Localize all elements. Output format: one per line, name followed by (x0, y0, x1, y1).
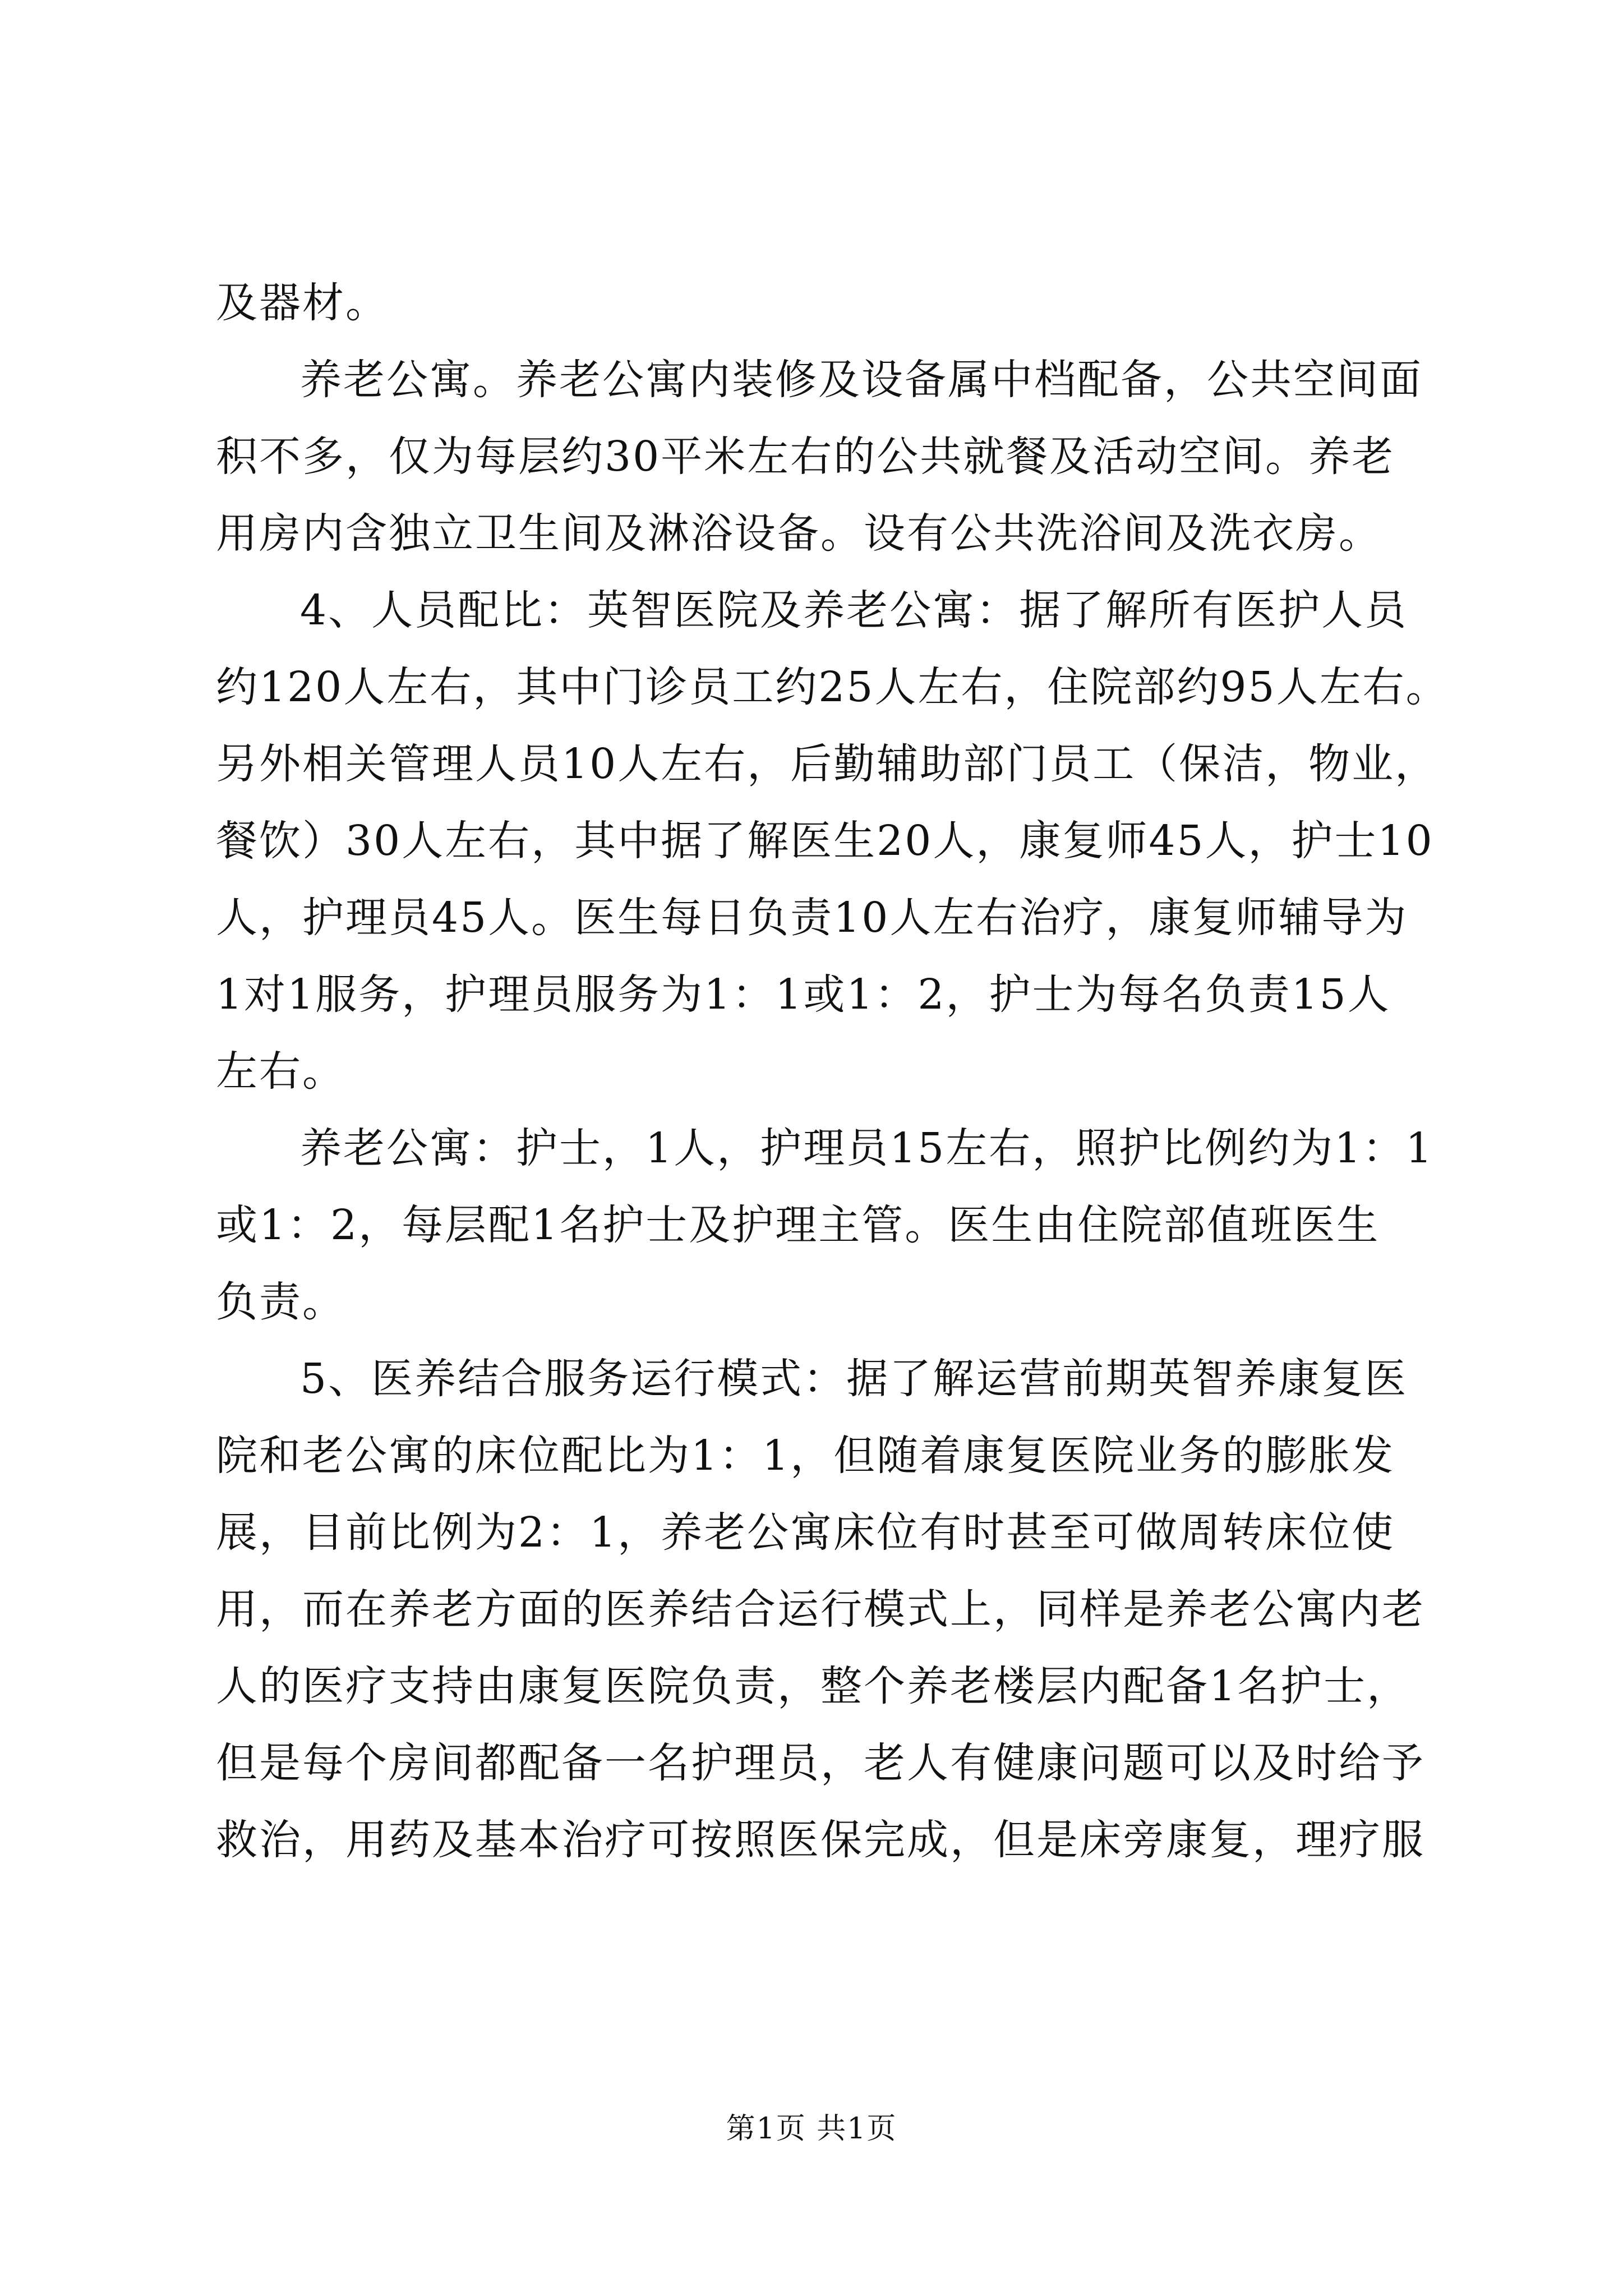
paragraph-line: 餐饮）30人左右，其中据了解医生20人，康复师45人，护士10 (216, 817, 1434, 865)
paragraph-line: 积不多，仅为每层约30平米左右的公共就餐及活动空间。养老 (216, 432, 1395, 481)
paragraph-line: 4、人员配比：英智医院及养老公寓：据了解所有医护人员 (300, 586, 1408, 634)
paragraph-line: 救治，用药及基本治疗可按照医保完成，但是床旁康复，理疗服 (216, 1816, 1425, 1864)
paragraph-line: 左右。 (216, 1047, 345, 1096)
paragraph-line: 约120人左右，其中门诊员工约25人左右，住院部约95人左右。 (216, 663, 1449, 711)
paragraph-line: 用，而在养老方面的医养结合运行模式上，同样是养老公寓内老 (216, 1585, 1425, 1634)
paragraph-line: 5、医养结合服务运行模式：据了解运营前期英智养康复医 (300, 1355, 1408, 1403)
paragraph-line: 人，护理员45人。医生每日负责10人左右治疗，康复师辅导为 (216, 894, 1408, 942)
paragraph-line: 用房内含独立卫生间及淋浴设备。设有公共洗浴间及洗衣房。 (216, 509, 1382, 558)
page-number-footer: 第1页 共1页 (726, 2112, 897, 2146)
document-body (216, 275, 1449, 1889)
paragraph-line: 展，目前比例为2：1，养老公寓床位有时甚至可做周转床位使 (216, 1508, 1395, 1557)
paragraph-line: 负责。 (216, 1278, 345, 1326)
paragraph-line: 养老公寓：护士，1人，护理员15左右，照护比例约为1：1 (300, 1124, 1434, 1172)
paragraph-line: 养老公寓。养老公寓内装修及设备属中档配备，公共空间面 (300, 356, 1423, 404)
paragraph-line: 但是每个房间都配备一名护理员，老人有健康问题可以及时给予 (216, 1739, 1425, 1787)
paragraph-line: 人的医疗支持由康复医院负责，整个养老楼层内配备1名护士， (216, 1662, 1410, 1710)
paragraph-line: 1对1服务，护理员服务为1：1或1：2，护士为每名负责15人 (216, 970, 1391, 1019)
paragraph-line: 及器材。 (216, 279, 389, 327)
paragraph-line: 另外相关管理人员10人左右，后勤辅助部门员工（保洁，物业， (216, 740, 1438, 788)
paragraph-line: 或1：2，每层配1名护士及护理主管。医生由住院部值班医生 (216, 1201, 1380, 1249)
paragraph-line: 院和老公寓的床位配比为1：1，但随着康复医院业务的膨胀发 (216, 1432, 1395, 1480)
